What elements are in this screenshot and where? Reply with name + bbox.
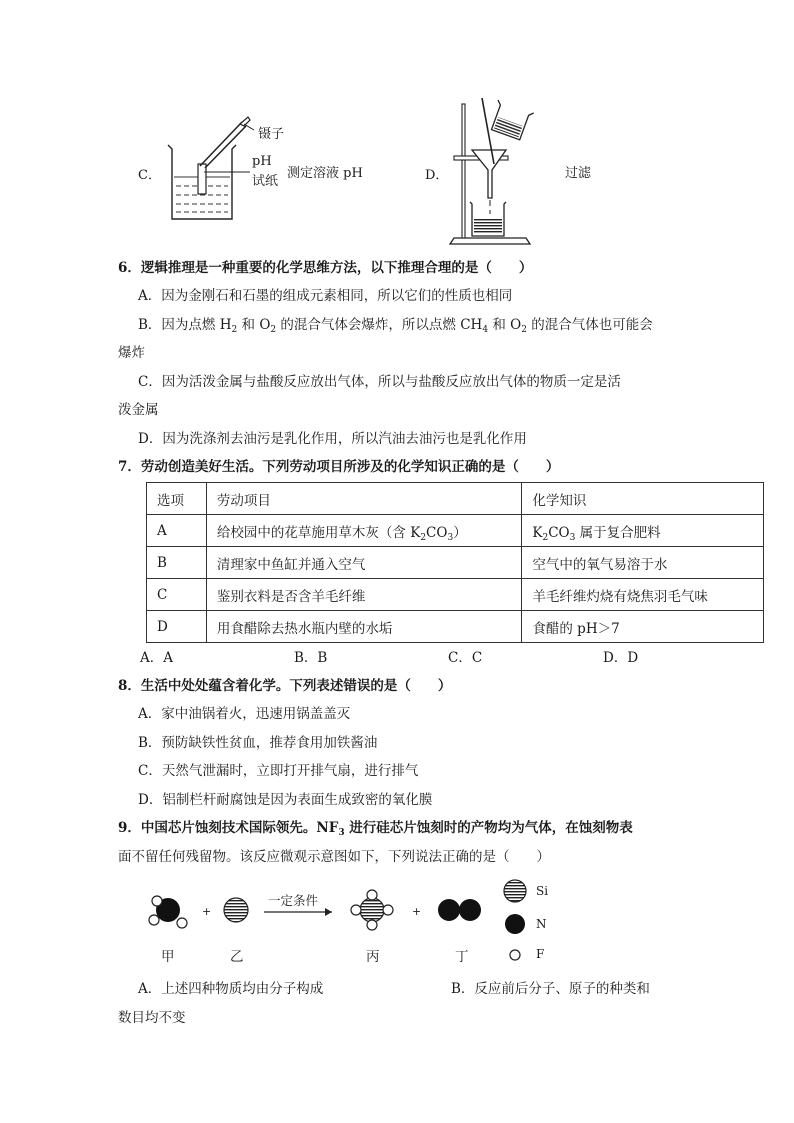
stand-rod <box>462 104 465 238</box>
legend-f-label: F <box>536 947 545 961</box>
label-ding: 丁 <box>455 949 469 965</box>
q9-option-b: B．反应前后分子、原子的种类和 <box>451 981 650 997</box>
header-labor-item: 劳动项目 <box>206 483 521 515</box>
legend-n-label: N <box>536 917 547 931</box>
option-d-caption: 过滤 <box>565 166 592 181</box>
molecule-n2 <box>438 899 481 921</box>
q6-option-c: C．因为活泼金属与盐酸反应放出气体，所以与盐酸反应放出气体的物质一定是活 <box>138 374 621 390</box>
table-row: B 清理家中鱼缸并通入空气 空气中的氧气易溶于水 <box>147 547 764 579</box>
q6-option-d: D．因为洗涤剂去油污是乳化作用，所以汽油去油污也是乳化作用 <box>138 431 527 447</box>
q6-stem: 6．逻辑推理是一种重要的化学思维方法，以下推理合理的是（ ） <box>118 260 533 276</box>
q6-option-b: B．因为点燃 $H_2$ 和 $O_2$ 的混合气体会爆炸，所以点燃 $CH_4$ 和 $O_2$ 的混合气体也可能会 <box>138 317 653 335</box>
q6-option-c-cont: 泼金属 <box>118 402 159 418</box>
q9-option-b-cont: 数目均不变 <box>118 1010 186 1026</box>
q7-table <box>146 482 764 643</box>
q7-choice-a: A．A <box>140 650 173 666</box>
plus-sign-2: + <box>412 905 422 918</box>
q8-option-b: B．预防缺铁性贫血，推荐食用加铁酱油 <box>138 735 378 751</box>
option-c-letter: C． <box>138 168 161 183</box>
q7-choice-c: C．C <box>448 650 483 666</box>
label-jia: 甲 <box>161 949 175 965</box>
tweezers-label: 镊子 <box>258 127 285 142</box>
q6-option-a: A．因为金刚石和石墨的组成元素相同，所以它们的性质也相同 <box>138 288 513 304</box>
stand-base <box>450 238 530 244</box>
q9-stem-line2: 面不留任何残留物。该反应微观示意图如下，下列说法正确的是（ ） <box>118 849 550 865</box>
reaction-condition: 一定条件 <box>268 893 319 908</box>
q8-option-c: C．天然气泄漏时，立即打开排气扇，进行排气 <box>138 763 419 779</box>
q8-option-a: A．家中油锅着火，迅速用锅盖盖灭 <box>138 706 351 722</box>
legend-n-icon <box>505 914 525 934</box>
molecule-si <box>224 898 248 922</box>
ph-paper-label: 试纸 <box>252 174 279 189</box>
funnel <box>472 150 506 198</box>
q8-stem: 8．生活中处处蕴含着化学。下列表述错误的是（ ） <box>118 678 452 694</box>
q8-option-d: D．铝制栏杆耐腐蚀是因为表面生成致密的氧化膜 <box>138 792 433 808</box>
reaction-diagram <box>140 876 570 942</box>
option-c-caption: 测定溶液 pH <box>287 166 363 181</box>
table-row: C 鉴别衣料是否含羊毛纤维 羊毛纤维灼烧有烧焦羽毛气味 <box>147 579 764 611</box>
legend-f-icon <box>508 948 522 962</box>
header-option: 选项 <box>147 483 207 515</box>
ph-label: pH <box>252 154 272 169</box>
table-row: A 给校园中的花草施用草木灰（含 $K_2CO_3$） $K_2CO_3$ 属于复合肥料 <box>147 515 764 547</box>
plus-sign-1: + <box>202 905 212 918</box>
q6-option-b-cont: 爆炸 <box>118 345 145 361</box>
legend-si-icon <box>504 880 526 902</box>
option-d-letter: D． <box>425 168 449 183</box>
tweezers <box>200 122 246 168</box>
molecule-nf3 <box>149 896 187 928</box>
q7-choice-b: B．B <box>294 650 328 666</box>
pouring-beaker <box>488 100 534 141</box>
molecule-sif4 <box>351 890 393 930</box>
q7-choice-d: D．D <box>603 650 639 666</box>
q9-option-a: A．上述四种物质均由分子构成 <box>138 981 324 997</box>
table-header-row <box>147 483 764 515</box>
header-chem-knowledge: 化学知识 <box>522 483 764 515</box>
table-row: D 用食醋除去热水瓶内壁的水垢 食醋的 pH＞7 <box>147 611 764 643</box>
filtration-figure <box>446 96 546 248</box>
legend-si-label: Si <box>536 884 549 898</box>
q7-stem: 7．劳动创造美好生活。下列劳动项目所涉及的化学知识正确的是（ ） <box>118 459 560 475</box>
ph-paper <box>198 164 206 194</box>
q9-stem-line1: 9．中国芯片蚀刻技术国际领先。$NF_3$ 进行硅芯片蚀刻时的产物均为气体，在蚀刻物表 <box>118 820 633 838</box>
label-bing: 丙 <box>366 949 380 965</box>
label-yi: 乙 <box>230 949 244 965</box>
